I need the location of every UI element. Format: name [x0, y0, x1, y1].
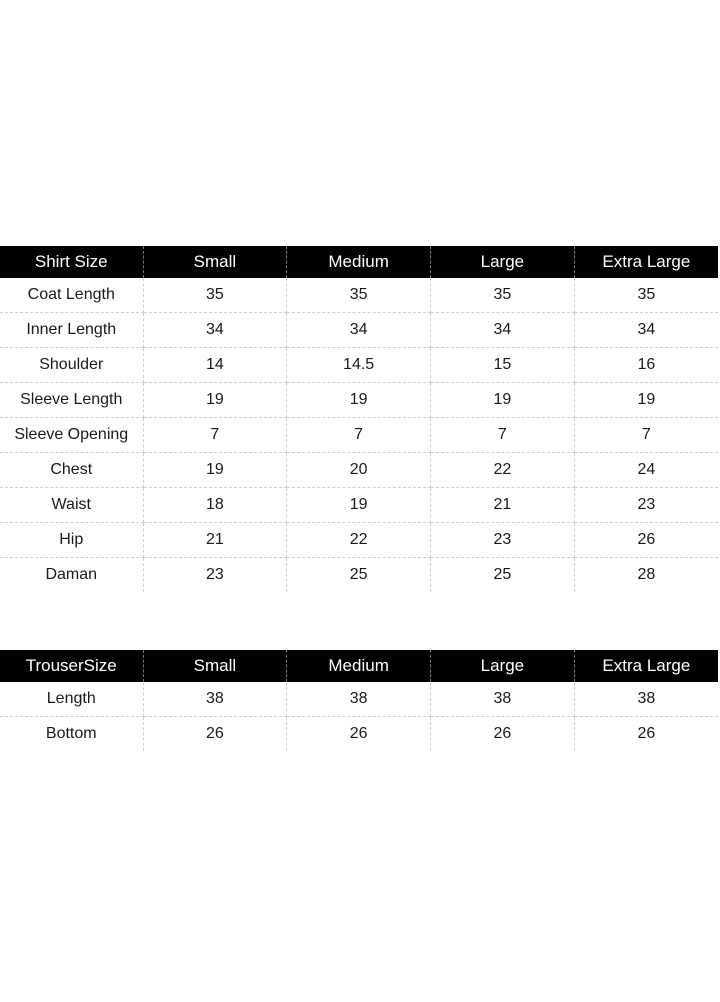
cell-medium: 34: [287, 313, 431, 348]
cell-large: 7: [431, 418, 575, 453]
table-row: [0, 488, 718, 523]
cell-small: 18: [143, 488, 287, 523]
cell-large: 34: [431, 313, 575, 348]
cell-extra-large: 38: [574, 682, 718, 717]
column-header-large: Large: [431, 246, 575, 278]
column-header-medium: Medium: [287, 650, 431, 682]
cell-extra-large: 19: [574, 383, 718, 418]
cell-small: 34: [143, 313, 287, 348]
cell-large: 19: [431, 383, 575, 418]
shirt-size-table: [0, 246, 718, 592]
column-header-extra-large: Extra Large: [574, 246, 718, 278]
cell-medium: 22: [287, 523, 431, 558]
cell-small: 19: [143, 383, 287, 418]
table-row: [0, 418, 718, 453]
cell-small: 7: [143, 418, 287, 453]
row-label: Sleeve Length: [0, 383, 143, 418]
cell-extra-large: 16: [574, 348, 718, 383]
table-row: [0, 383, 718, 418]
cell-small: 14: [143, 348, 287, 383]
row-label: Waist: [0, 488, 143, 523]
column-header-small: Small: [143, 650, 287, 682]
row-label: Shoulder: [0, 348, 143, 383]
cell-medium: 35: [287, 278, 431, 313]
trouser-table-header: [0, 650, 718, 682]
cell-extra-large: 24: [574, 453, 718, 488]
cell-small: 35: [143, 278, 287, 313]
cell-medium: 19: [287, 488, 431, 523]
cell-medium: 26: [287, 717, 431, 752]
cell-small: 38: [143, 682, 287, 717]
cell-large: 25: [431, 558, 575, 593]
cell-large: 15: [431, 348, 575, 383]
column-header-shirt-size: Shirt Size: [0, 246, 143, 278]
table-row: [0, 523, 718, 558]
table-header-row: [0, 246, 718, 278]
cell-medium: 19: [287, 383, 431, 418]
shirt-table-body: [0, 278, 718, 592]
column-header-small: Small: [143, 246, 287, 278]
column-header-trouser-size: TrouserSize: [0, 650, 143, 682]
shirt-table-header: [0, 246, 718, 278]
table-row: [0, 558, 718, 593]
column-header-extra-large: Extra Large: [574, 650, 718, 682]
column-header-medium: Medium: [287, 246, 431, 278]
row-label: Length: [0, 682, 143, 717]
cell-small: 21: [143, 523, 287, 558]
cell-medium: 25: [287, 558, 431, 593]
cell-extra-large: 26: [574, 523, 718, 558]
cell-extra-large: 28: [574, 558, 718, 593]
cell-large: 26: [431, 717, 575, 752]
cell-large: 38: [431, 682, 575, 717]
cell-large: 21: [431, 488, 575, 523]
cell-small: 19: [143, 453, 287, 488]
table-row: [0, 313, 718, 348]
row-label: Bottom: [0, 717, 143, 752]
cell-extra-large: 7: [574, 418, 718, 453]
cell-large: 35: [431, 278, 575, 313]
row-label: Chest: [0, 453, 143, 488]
row-label: Inner Length: [0, 313, 143, 348]
trouser-table-body: [0, 682, 718, 751]
cell-small: 26: [143, 717, 287, 752]
cell-large: 23: [431, 523, 575, 558]
table-row: [0, 453, 718, 488]
cell-small: 23: [143, 558, 287, 593]
row-label: Coat Length: [0, 278, 143, 313]
table-header-row: [0, 650, 718, 682]
row-label: Sleeve Opening: [0, 418, 143, 453]
cell-medium: 38: [287, 682, 431, 717]
cell-extra-large: 26: [574, 717, 718, 752]
cell-large: 22: [431, 453, 575, 488]
cell-medium: 14.5: [287, 348, 431, 383]
table-row: [0, 278, 718, 313]
trouser-size-table: [0, 650, 718, 751]
table-row: [0, 348, 718, 383]
cell-extra-large: 34: [574, 313, 718, 348]
cell-medium: 7: [287, 418, 431, 453]
row-label: Hip: [0, 523, 143, 558]
column-header-large: Large: [431, 650, 575, 682]
cell-extra-large: 35: [574, 278, 718, 313]
row-label: Daman: [0, 558, 143, 593]
cell-extra-large: 23: [574, 488, 718, 523]
table-row: [0, 717, 718, 752]
table-row: [0, 682, 718, 717]
cell-medium: 20: [287, 453, 431, 488]
